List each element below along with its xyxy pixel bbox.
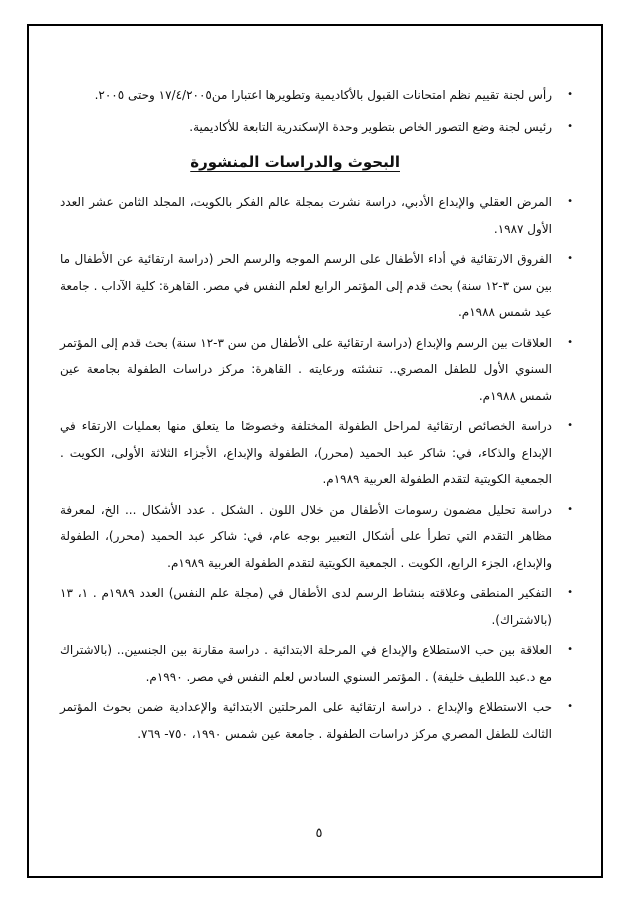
list-item-text: العلاقة بين حب الاستطلاع والإبداع في المرحلة الابتدائية . دراسة مقارنة بين الجنسين.. (بالاشتراك مع د.عبد اللطيف خليفة) . المؤتمر السنوي السادس لعلم النفس في مصر. ١٩٩٠م. xyxy=(60,643,552,684)
list-item xyxy=(60,580,575,633)
list-item xyxy=(60,497,575,577)
bullet-icon: • xyxy=(567,196,573,207)
section-heading: البحوث والدراسات المنشورة xyxy=(190,153,400,171)
page-content xyxy=(60,82,575,751)
bullet-icon: • xyxy=(567,336,573,348)
list-item-text: المرض العقلي والإبداع الأدبي، دراسة نشرت بمجلة عالم الفكر بالكويت، المجلد الثامن عشر العدد الأول ١٩٨٧. xyxy=(60,195,552,236)
list-item-text: دراسة تحليل مضمون رسومات الأطفال من خلال اللون . الشكل . عدد الأشكال ... الخ، لمعرفة مظاهر التقدم التي تطرأ على أشكال التعبير بوجه عام، في: شاكر عبد الحميد (محرر)، الطفولة والإبداع، الجزء الرابع، الكويت . الجمعية الكويتية لتقدم الطفولة العربية ١٩٨٩م. xyxy=(60,502,552,570)
list-item xyxy=(60,694,575,747)
list-item xyxy=(60,189,575,242)
list-item-text: التفكير المنطقى وعلاقته بنشاط الرسم لدى الأطفال في (مجلة علم النفس) العدد ١٩٨٩م . ١، ١٣ (بالاشتراك). xyxy=(60,586,553,627)
list-item-text: العلاقات بين الرسم والإبداع (دراسة ارتقائية على الأطفال من سن ٣-١٢ سنة) بحث قدم إلى المؤتمر السنوي الأول للطفل المصري.. تنشئته ورعايته . القاهرة: مركز دراسات الطفولة بجامعة عين شمس ١٩٨٨م. xyxy=(60,335,553,403)
list-item xyxy=(60,413,575,493)
list-item xyxy=(60,246,575,326)
positions-list xyxy=(60,82,575,140)
list-item-text: رأس لجنة تقييم نظم امتحانات القبول بالأكاديمية وتطويرها اعتبارا من١٧/٤/٢٠٠٥ وحتى ٢٠٠٥. xyxy=(94,88,552,102)
bullet-icon: • xyxy=(567,644,573,655)
publications-list xyxy=(60,189,575,747)
list-item-text: دراسة الخصائص ارتقائية لمراحل الطفولة المختلفة وخصوصًا ما يتعلق منها بعمليات الارتقاء في الإبداع والذكاء، في: شاكر عبد الحميد (محرر)، الطفولة والإبداع، الأجزاء الثلاثة الأولى، الكويت . الجمعية الكويتية لتقدم الطفولة العربية ١٩٨٩م. xyxy=(60,419,552,486)
bullet-icon: • xyxy=(567,253,573,264)
list-item-text: حب الاستطلاع والإبداع . دراسة ارتقائية على المرحلتين الابتدائية والإعدادية ضمن بحوث المؤتمر الثالث للطفل المصري مركز دراسات الطفولة . جامعة عين شمس ١٩٩٠، ٧٥٠- ٧٦٩. xyxy=(60,700,552,741)
bullet-icon: • xyxy=(567,503,573,515)
list-item xyxy=(60,330,575,410)
bullet-icon: • xyxy=(567,420,573,431)
bullet-icon: • xyxy=(567,701,573,712)
list-item xyxy=(60,82,575,109)
page-number: ٥ xyxy=(315,826,323,841)
bullet-icon: • xyxy=(567,587,573,598)
list-item xyxy=(60,114,575,141)
bullet-icon: • xyxy=(567,89,573,100)
bullet-icon: • xyxy=(567,120,573,132)
list-item-text: الفروق الارتقائية في أداء الأطفال على الرسم الموجه والرسم الحر (دراسة ارتقائية عن الأطفال ما بين سن ٣-١٢ سنة) بحث قدم إلى المؤتمر الرابع لعلم النفس في مصر. القاهرة: كلية الآداب . جامعة عيد شمس ١٩٨٨م. xyxy=(60,252,552,319)
list-item xyxy=(60,637,575,690)
list-item-text: رئيس لجنة وضع التصور الخاص بتطوير وحدة الإسكندرية التابعة للأكاديمية. xyxy=(189,119,552,134)
